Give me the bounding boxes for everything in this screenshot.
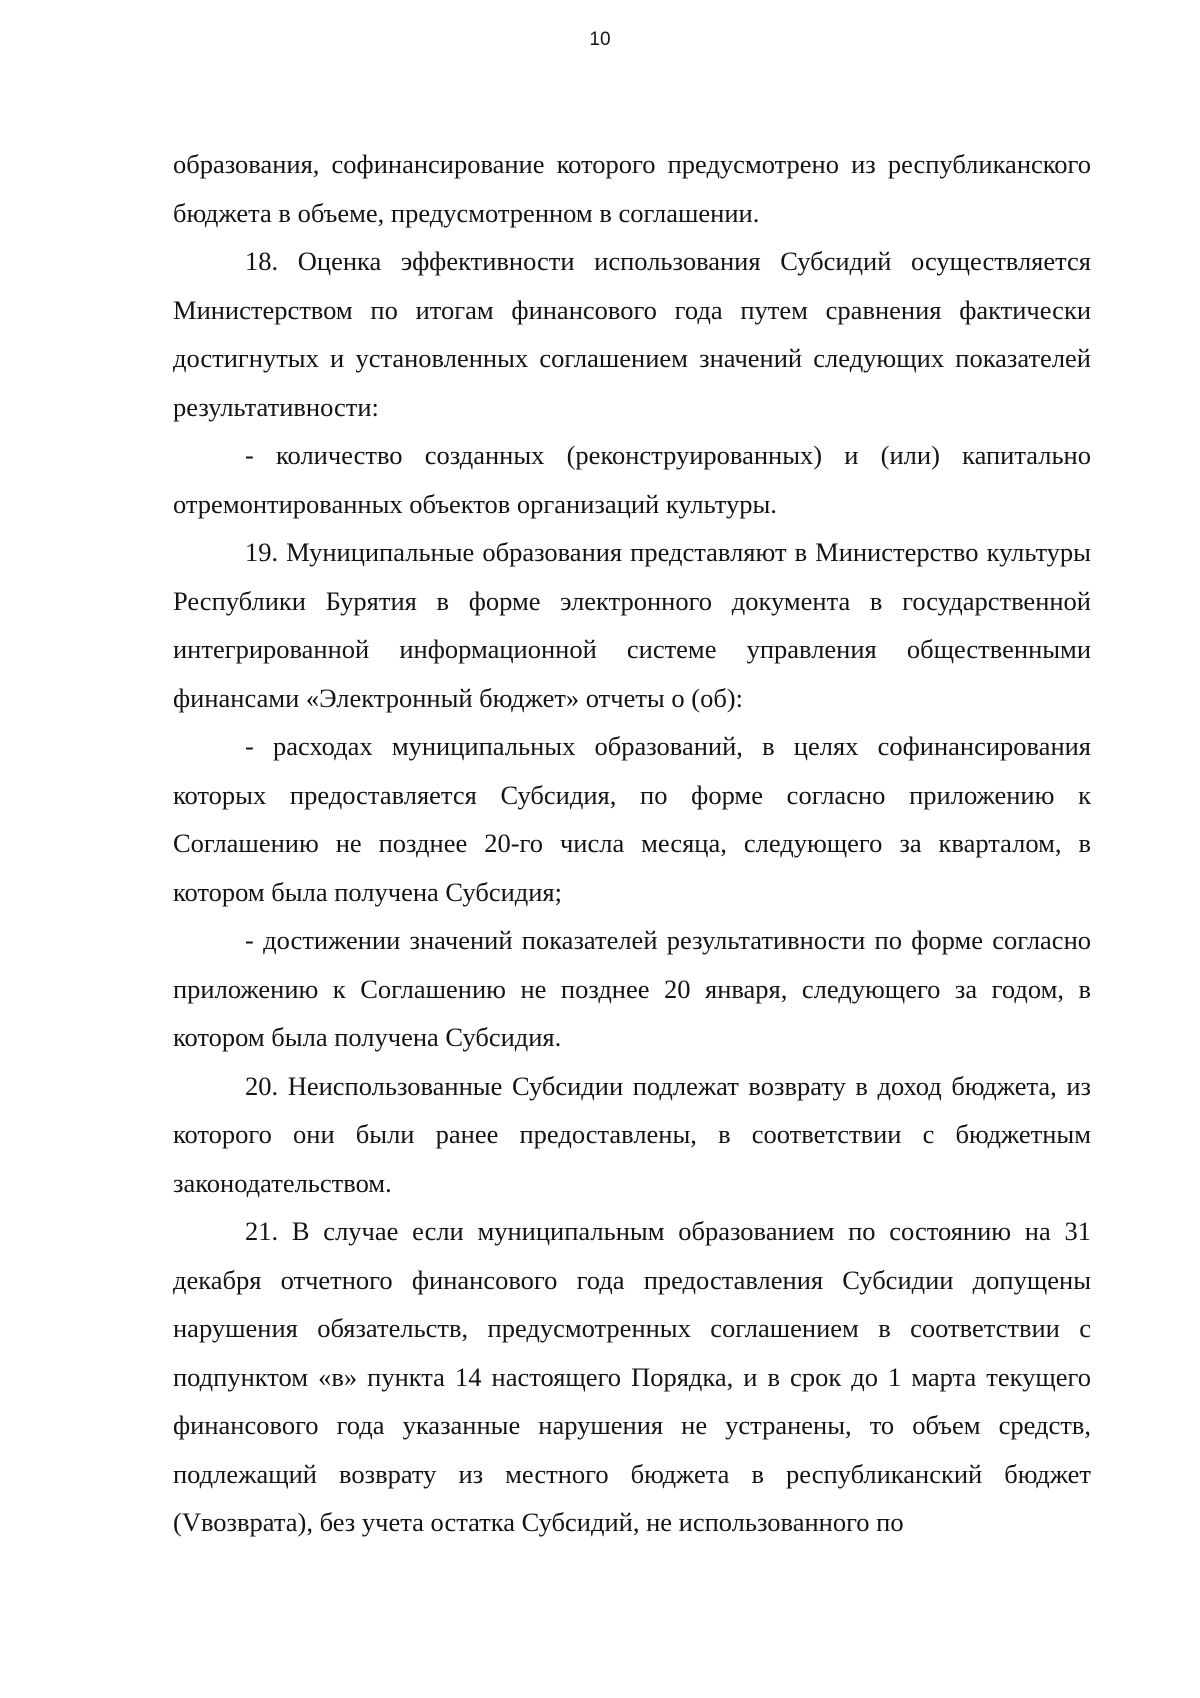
paragraph-18: 18. Оценка эффективности использования Субсидий осуществляется Министерством по итогам финансового года путем сравнения фактически достигнутых и установленных соглашением значений следующих показателей результативности: (173, 246, 1091, 422)
paragraph-20: 20. Неиспользованные Субсидии подлежат возврату в доход бюджета, из которого они были ранее предоставлены, в соответствии с бюджетным законодательством. (173, 1070, 1091, 1198)
paragraph-continuation: образования, софинансирование которого предусмотрено из республиканского бюджета в объеме, предусмотренном в соглашении. (173, 149, 1091, 228)
paragraph-19: 19. Муниципальные образования представляют в Министерство культуры Республики Бурятия в форме электронного документа в государственной интегрированной информационной системе управления общественными финансами «Электронный бюджет» отчеты о (об): (173, 537, 1091, 713)
list-item-indicators-report: - достижении значений показателей результативности по форме согласно приложению к Соглашению не позднее 20 января, следующего за годом, в котором была получена Субсидия. (173, 925, 1091, 1052)
page-number: 10 (589, 29, 611, 50)
document-body (173, 140, 1091, 1547)
list-item-expenses-report: - расходах муниципальных образований, в целях софинансирования которых предоставляется Субсидия, по форме согласно приложению к Соглашению не позднее 20-го числа месяца, следующего за кварталом, в котором была получена Субсидия; (173, 731, 1091, 907)
paragraph-21: 21. В случае если муниципальным образованием по состоянию на 31 декабря отчетного финансового года предоставления Субсидии допущены нарушения обязательств, предусмотренных соглашением в соответствии с подпунктом «в» пункта 14 настоящего Порядка, и в срок до 1 марта текущего финансового года указанные нарушения не устранены, то объем средств, подлежащий возврату из местного бюджета в республиканский бюджет (Vвозврата), без учета остатка Субсидий, не использованного по (173, 1216, 1091, 1537)
list-item-objects-count: - количество созданных (реконструированных) и (или) капитально отремонтированных объектов организаций культуры. (173, 440, 1091, 519)
